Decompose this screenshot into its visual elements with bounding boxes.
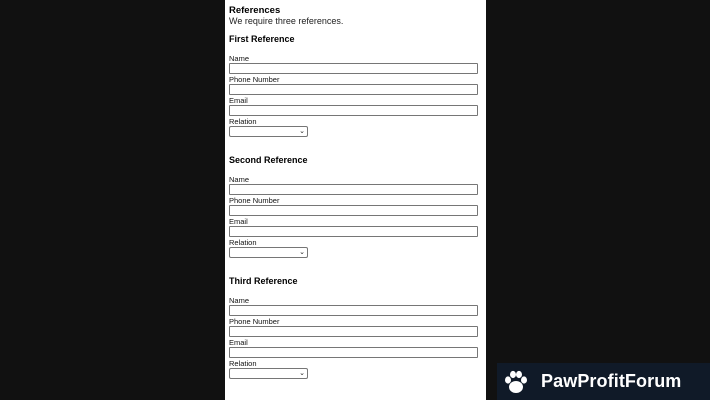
second-name-input[interactable]	[229, 184, 478, 195]
relation-label: Relation	[229, 117, 257, 126]
relation-label: Relation	[229, 238, 257, 247]
first-relation-select[interactable]	[229, 126, 308, 137]
references-form	[229, 5, 479, 379]
reference-section-first	[229, 34, 479, 137]
email-label: Email	[229, 217, 248, 226]
watermark-text: PawProfitForum	[541, 371, 682, 391]
first-name-input[interactable]	[229, 63, 478, 74]
section-title: First Reference	[229, 34, 295, 44]
relation-label: Relation	[229, 359, 257, 368]
name-label: Name	[229, 54, 250, 63]
third-phone-input[interactable]	[229, 326, 478, 337]
third-relation-select[interactable]	[229, 368, 308, 379]
email-label: Email	[229, 338, 248, 347]
chevron-down-icon: ⌄	[299, 249, 305, 256]
phone-label: Phone Number	[229, 75, 280, 84]
second-phone-input[interactable]	[229, 205, 478, 216]
email-label: Email	[229, 96, 248, 105]
section-title: Third Reference	[229, 276, 298, 286]
first-phone-input[interactable]	[229, 84, 478, 95]
watermark-banner	[497, 363, 710, 400]
reference-section-third	[229, 276, 479, 379]
paw-icon	[501, 367, 531, 397]
reference-section-second	[229, 155, 479, 258]
phone-label: Phone Number	[229, 317, 280, 326]
form-page	[225, 0, 486, 400]
chevron-down-icon: ⌄	[299, 128, 305, 135]
name-label: Name	[229, 296, 250, 305]
name-label: Name	[229, 175, 250, 184]
second-relation-select[interactable]	[229, 247, 308, 258]
phone-label: Phone Number	[229, 196, 280, 205]
section-title: Second Reference	[229, 155, 308, 165]
first-email-input[interactable]	[229, 105, 478, 116]
page-title: References	[229, 5, 281, 16]
third-name-input[interactable]	[229, 305, 478, 316]
chevron-down-icon: ⌄	[299, 370, 305, 377]
third-email-input[interactable]	[229, 347, 478, 358]
second-email-input[interactable]	[229, 226, 478, 237]
page-subtitle: We require three references.	[229, 16, 344, 26]
